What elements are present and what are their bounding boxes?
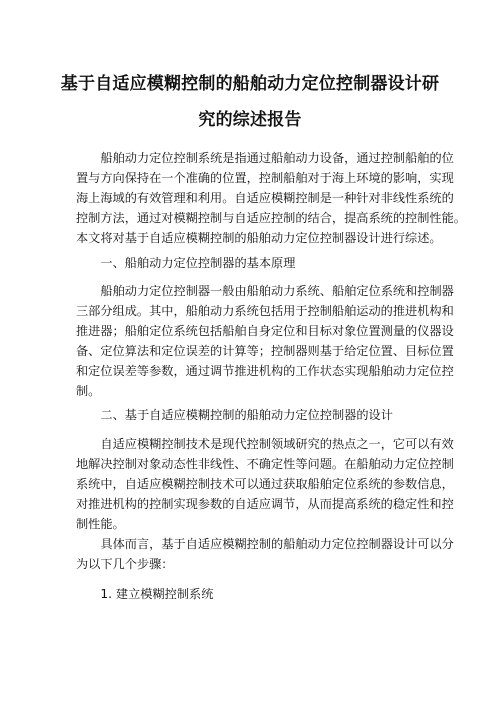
text-line: 具体而言，基于自适应模糊控制的船舶动力定位控制器设计可以分	[100, 537, 454, 551]
text-line: 控制方法，通过对模糊控制与自适应控制的结合，提高系统的控制性能。	[76, 211, 466, 225]
step-heading: 1. 建立模糊控制系统	[100, 587, 214, 601]
text-line: 船舶动力定位控制器一般由船舶动力系统、船舶定位系统和控制器	[100, 284, 454, 298]
steps-intro-paragraph	[76, 534, 454, 574]
text-line: 对推进机构的控制实现参数的自适应调节，从而提高系统的稳定性和控	[76, 497, 454, 511]
text-line: 为以下几个步骤：	[76, 557, 174, 571]
document-title	[60, 66, 440, 138]
text-line: 推进器；船舶定位系统包括船舶自身定位和目标对象位置测量的仪器设	[76, 324, 454, 338]
section-1-paragraph	[76, 281, 454, 401]
section-2-paragraph	[76, 434, 454, 534]
section-2	[76, 405, 428, 425]
text-line: 海上海域的有效管理和利用。自适应模糊控制是一种针对非线性系统的	[76, 191, 454, 205]
step-1	[76, 584, 428, 604]
text-line: 置与方向保持在一个准确的位置，控制船舶对于海上环境的影响，实现	[76, 171, 454, 185]
text-line: 系统中，自适应模糊控制技术可以通过获取船舶定位系统的参数信息，	[76, 477, 454, 491]
section-heading: 二、基于自适应模糊控制的船舶动力定位控制器的设计	[100, 408, 393, 422]
section-1	[76, 253, 428, 273]
text-line: 本文将对基于自适应模糊控制的船舶动力定位控制器设计进行综述。	[76, 231, 442, 245]
text-line: 制。	[76, 384, 101, 398]
text-line: 自适应模糊控制技术是现代控制领域研究的热点之一，它可以有效	[100, 437, 454, 451]
text-line: 和定位误差等参数，通过调节推进机构的工作状态实现船舶动力定位控	[76, 364, 454, 378]
text-line: 制性能。	[76, 517, 125, 531]
section-heading: 一、船舶动力定位控制器的基本原理	[100, 256, 296, 270]
title-line: 究的综述报告	[198, 110, 302, 130]
text-line: 地解决控制对象动态性非线性、不确定性等问题。在船舶动力定位控制	[76, 457, 454, 471]
text-line: 三部分组成。其中，船舶动力系统包括用于控制船舶运动的推进机构和	[76, 304, 454, 318]
text-line: 备、定位算法和定位误差的计算等；控制器则基于给定位置、目标位置	[76, 344, 454, 358]
title-line: 基于自适应模糊控制的船舶动力定位控制器设计研	[60, 74, 440, 94]
text-line: 船舶动力定位控制系统是指通过船舶动力设备，通过控制船舶的位	[100, 151, 454, 165]
intro-paragraph	[76, 148, 466, 248]
